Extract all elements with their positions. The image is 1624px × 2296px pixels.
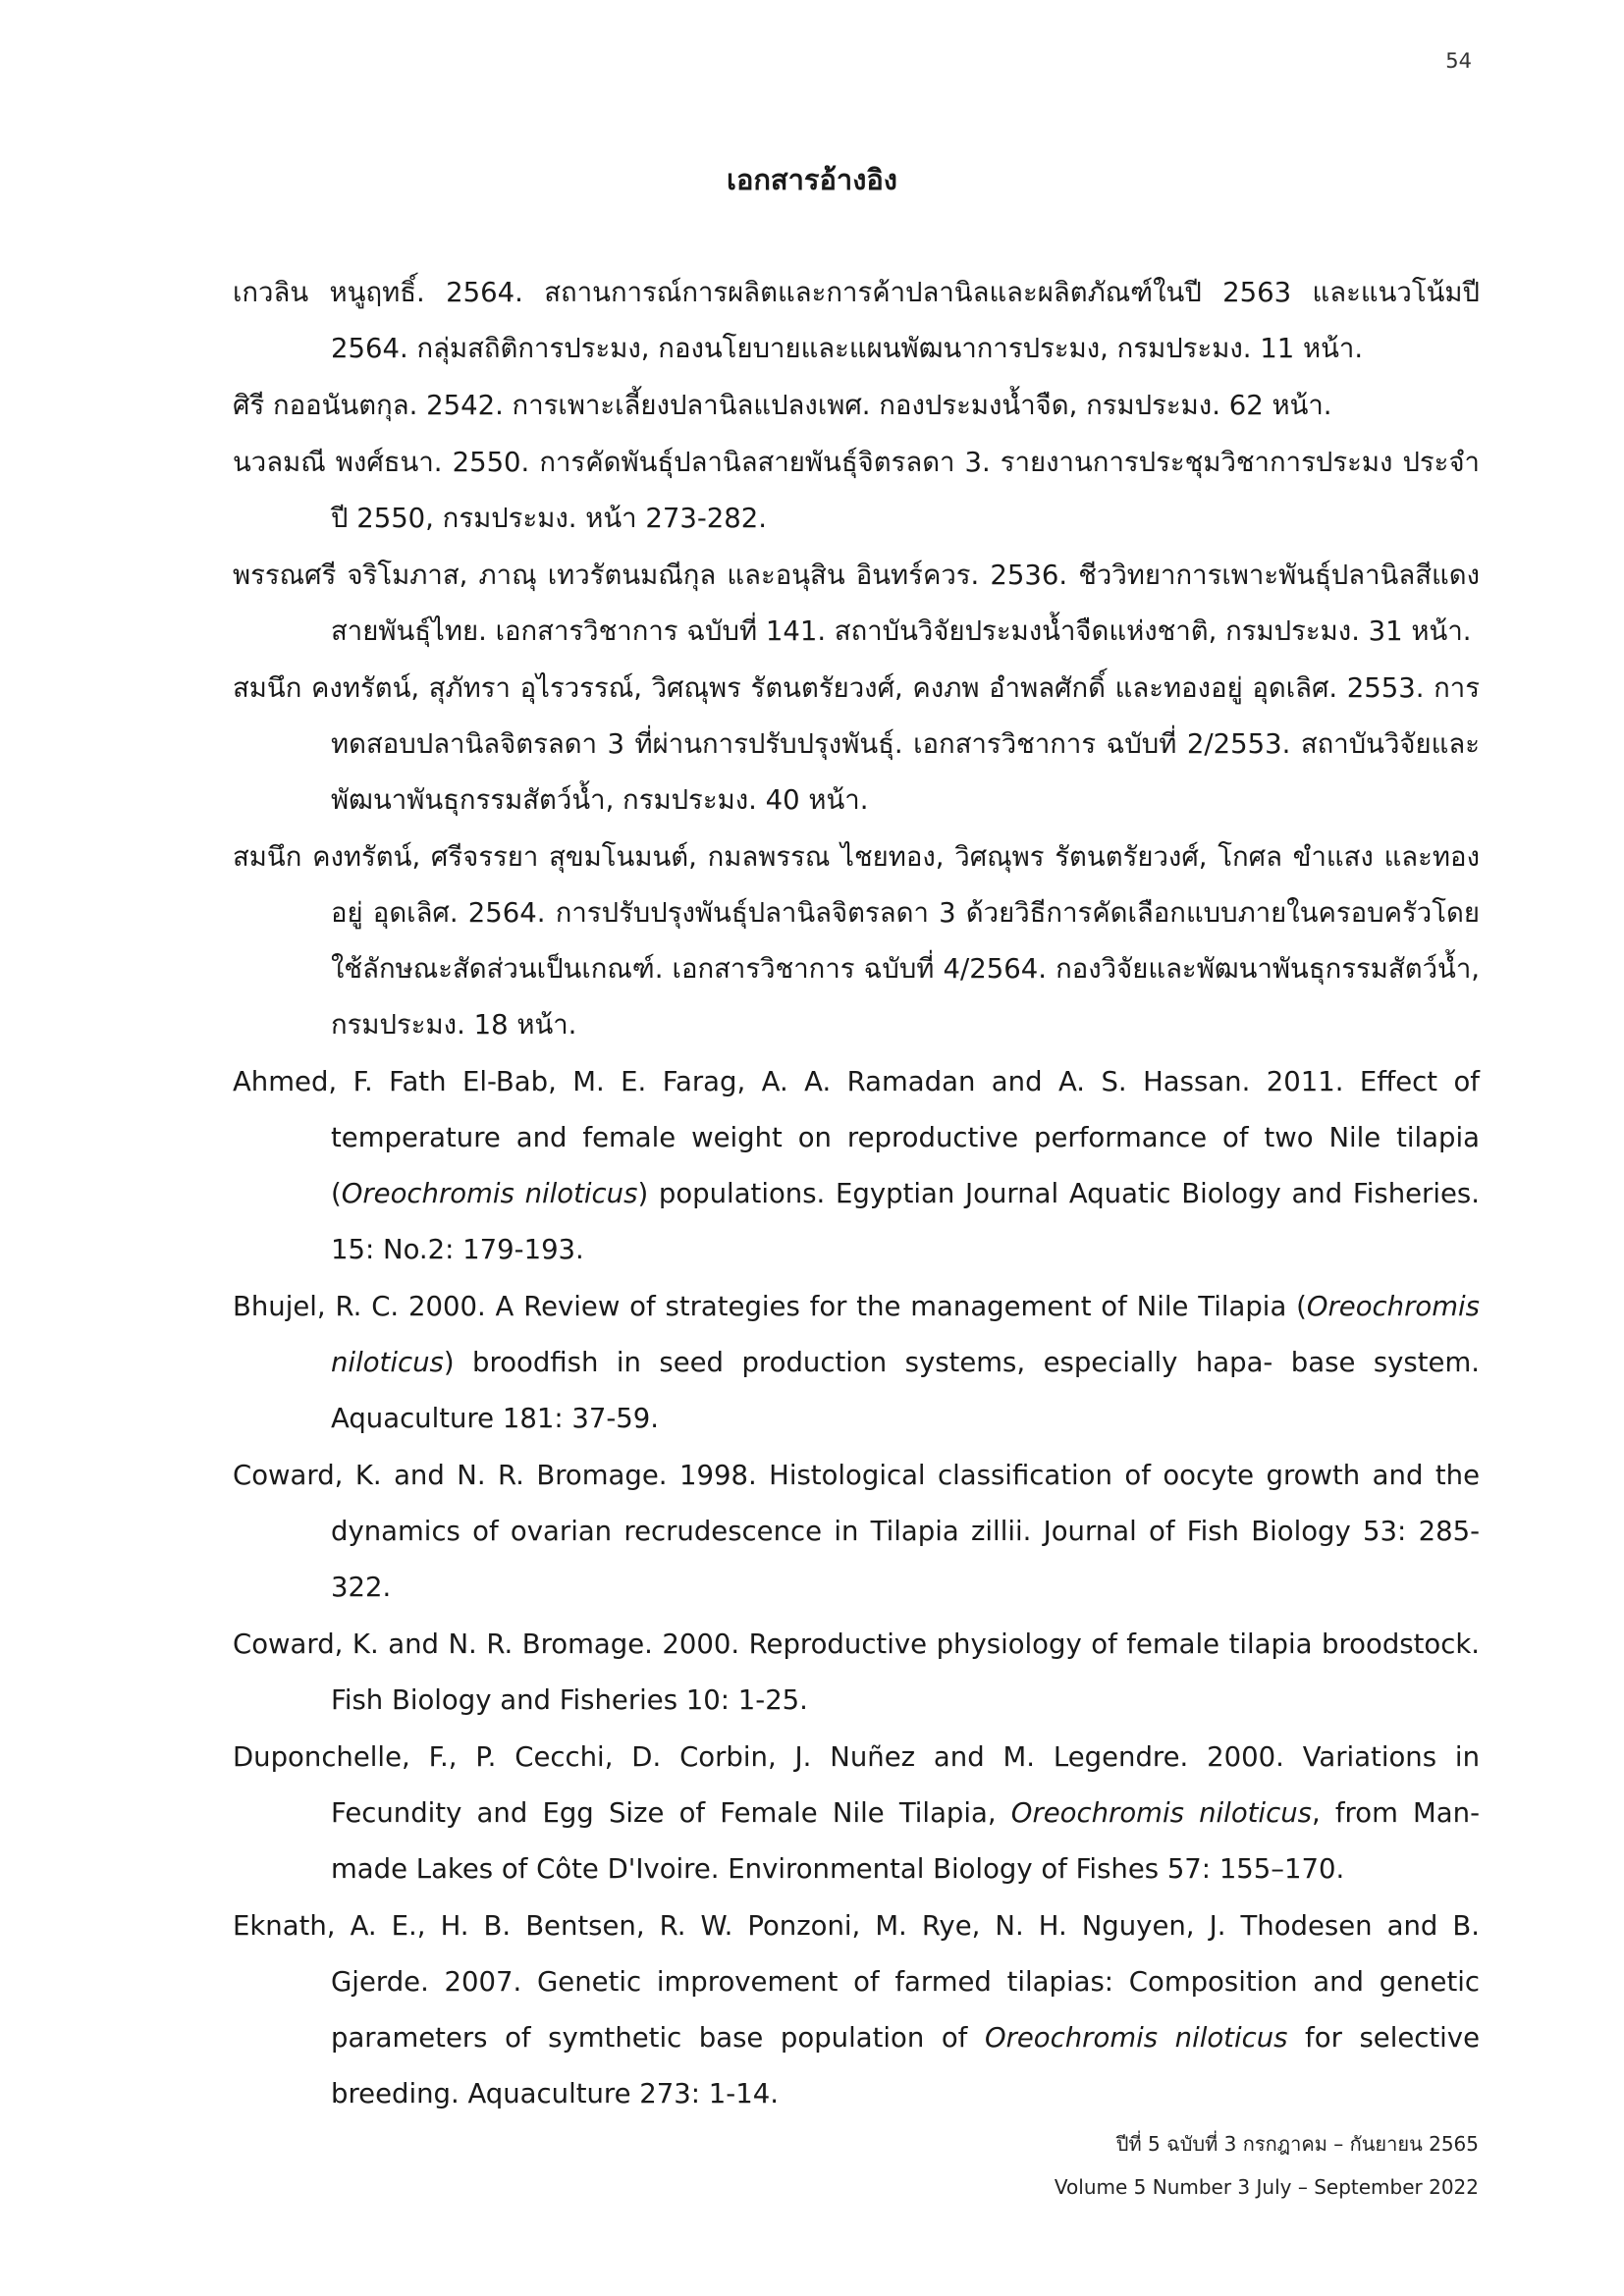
reference-item: เกวลิน หนูฤทธิ์. 2564. สถานการณ์การผลิตและการค้าปลานิลและผลิตภัณฑ์ในปี 2563 และแนวโน้มปี 2564. กลุ่มสถิติการประมง, กองนโยบายและแผนพัฒนาการประมง, กรมประมง. 11 หน้า. bbox=[233, 277, 1480, 364]
reference-item: Bhujel, R. C. 2000. A Review of strategies for the management of Nile Tilapia (Oreochromis niloticus) broodfish in seed production systems, especially hapa- base system. Aquaculture 181: 37-59. bbox=[233, 1291, 1480, 1434]
footer-english: Volume 5 Number 3 July – September 2022 bbox=[1054, 2175, 1479, 2199]
page-number: 54 bbox=[1445, 49, 1472, 73]
reference-item: Eknath, A. E., H. B. Bentsen, R. W. Ponzoni, M. Rye, N. H. Nguyen, J. Thodesen and B. Gjerde. 2007. Genetic improvement of farmed tilapias: Composition and genetic parameters of symthetic base population of Oreochromis niloticus for selective breeding. Aquaculture 273: 1-14. bbox=[233, 1910, 1480, 2109]
reference-item: พรรณศรี จริโมภาส, ภาณุ เทวรัตนมณีกุล และอนุสิน อินทร์ควร. 2536. ชีววิทยาการเพาะพันธุ์ปลานิลสีแดงสายพันธุ์ไทย. เอกสารวิชาการ ฉบับที่ 141. สถาบันวิจัยประมงน้ำจืดแห่งชาติ, กรมประมง. 31 หน้า. bbox=[233, 560, 1480, 647]
reference-list bbox=[233, 265, 1480, 2123]
reference-item: ศิรี กออนันตกุล. 2542. การเพาะเลี้ยงปลานิลแปลงเพศ. กองประมงน้ำจืด, กรมประมง. 62 หน้า. bbox=[233, 390, 1332, 421]
reference-item: Coward, K. and N. R. Bromage. 1998. Histological classification of oocyte growth and the dynamics of ovarian recrudescence in Tilapia zillii. Journal of Fish Biology 53: 285-322. bbox=[233, 1460, 1480, 1603]
reference-item: สมนึก คงทรัตน์, สุภัทรา อุไรวรรณ์, วิศณุพร รัตนตรัยวงศ์, คงภพ อำพลศักดิ์ และทองอยู่ อุดเลิศ. 2553. การทดสอบปลานิลจิตรลดา 3 ที่ผ่านการปรับปรุงพันธุ์. เอกสารวิชาการ ฉบับที่ 2/2553. สถาบันวิจัยและพัฒนาพันธุกรรมสัตว์น้ำ, กรมประมง. 40 หน้า. bbox=[233, 672, 1480, 816]
reference-item: Ahmed, F. Fath El-Bab, M. E. Farag, A. A. Ramadan and A. S. Hassan. 2011. Effect of temperature and female weight on reproductive performance of two Nile tilapia (Oreochromis niloticus) populations. Egyptian Journal Aquatic Biology and Fisheries. 15: No.2: 179-193. bbox=[233, 1066, 1480, 1265]
reference-item: สมนึก คงทรัตน์, ศรีจรรยา สุขมโนมนต์, กมลพรรณ ไชยทอง, วิศณุพร รัตนตรัยวงศ์, โกศล ขำแสง และทองอยู่ อุดเลิศ. 2564. การปรับปรุงพันธุ์ปลานิลจิตรลดา 3 ด้วยวิธีการคัดเลือกแบบภายในครอบครัวโดยใช้ลักษณะสัดส่วนเป็นเกณฑ์. เอกสารวิชาการ ฉบับที่ 4/2564. กองวิจัยและพัฒนาพันธุกรรมสัตว์น้ำ, กรมประมง. 18 หน้า. bbox=[233, 841, 1480, 1041]
reference-item: นวลมณี พงศ์ธนา. 2550. การคัดพันธุ์ปลานิลสายพันธุ์จิตรลดา 3. รายงานการประชุมวิชาการประมง ประจำปี 2550, กรมประมง. หน้า 273-282. bbox=[233, 447, 1480, 534]
reference-item: Duponchelle, F., P. Cecchi, D. Corbin, J. Nuñez and M. Legendre. 2000. Variations in Fecundity and Egg Size of Female Nile Tilapia, Oreochromis niloticus, from Man-made Lakes of Côte D'Ivoire. Environmental Biology of Fishes 57: 155–170. bbox=[233, 1741, 1480, 1885]
reference-item: Coward, K. and N. R. Bromage. 2000. Reproductive physiology of female tilapia broodstock. Fish Biology and Fisheries 10: 1-25. bbox=[233, 1629, 1480, 1716]
footer-thai: ปีที่ 5 ฉบับที่ 3 กรกฎาคม – กันยายน 2565 bbox=[1115, 2132, 1479, 2156]
page-title: เอกสารอ้างอิง bbox=[727, 163, 897, 196]
